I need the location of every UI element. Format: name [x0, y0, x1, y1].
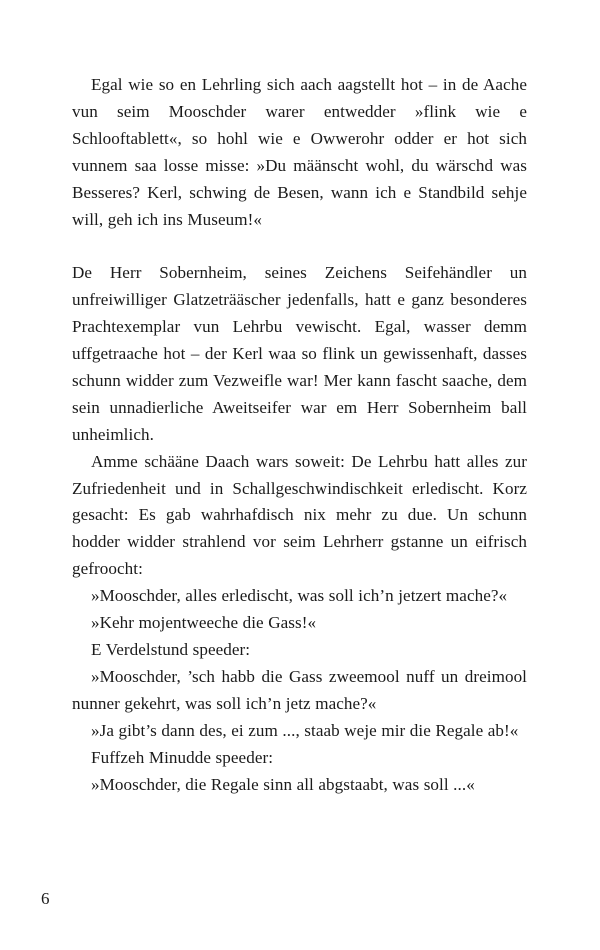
body-text-block — [72, 72, 527, 798]
paragraph-4: »Mooschder, alles erledischt, was soll ich’n jetzert mache?« — [91, 586, 508, 606]
paragraph-9: Fuffzeh Minudde speeder: — [91, 747, 274, 767]
paragraph-5: »Kehr mojentweeche die Gass!« — [91, 613, 317, 633]
paragraph-3: Amme schääne Daach wars soweit: De Lehrbu hatt alles zur Zufriedenheit und in Schallgeschwindischkeit erledischt. Korz gesacht: Es gab wahrhafdisch nix mehr zu due. Un schunn hodder widder strahlend vor seim Lehrherr gstanne un eifrisch gefroocht: — [72, 451, 527, 579]
paragraph-8: »Ja gibt’s dann des, ei zum ..., staab weje mir die Regale ab!« — [91, 720, 519, 740]
paragraph-7: »Mooschder, ’sch habb die Gass zweemool nuff un dreimool nunner gekehrt, was soll ich’n jetz mache?« — [72, 666, 527, 713]
paragraph-10: »Mooschder, die Regale sinn all abgstaabt, was soll ...« — [91, 774, 475, 794]
paragraph-6: E Verdelstund speeder: — [91, 640, 251, 660]
page-number: 6 — [41, 889, 50, 908]
paragraph-2: De Herr Sobernheim, seines Zeichens Seifehändler un unfreiwilliger Glatzeträäscher jedenfalls, hatt e ganz besonderes Prachtexemplar vun Lehrbu vewischt. Egal, wasser demm uffgetraache hot – der Kerl waa so flink un gewissenhaft, dasses schunn widder zum Vezweifle war! Mer kann fascht saache, dem sein unnadierliche Aweitseifer war em Herr Sobernheim ball unheimlich. — [72, 263, 527, 444]
paragraph-1: Egal wie so en Lehrling sich aach aagstellt hot – in de Aache vun seim Mooschder warer entwedder »flink wie e Schlooftablett«, so hohl wie e Owwerohr odder er hot sich vunnem saa losse misse: »Du määnscht wohl, du wärschd was Besseres? Kerl, schwing de Besen, wann ich e Standbild sehje will, geh ich ins Museum!« — [72, 75, 527, 229]
